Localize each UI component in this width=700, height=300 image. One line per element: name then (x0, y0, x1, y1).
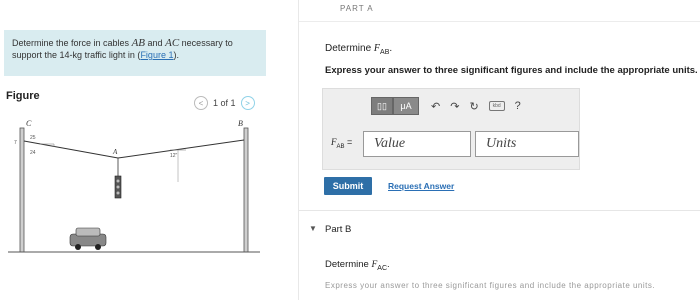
answer-panel (322, 88, 580, 170)
label-b: B (238, 119, 243, 128)
math-toolbar (371, 97, 521, 115)
prev-figure-icon[interactable]: < (194, 96, 208, 110)
label-eq: = (347, 137, 353, 147)
var-ab: AB (131, 37, 146, 49)
unit-kg: kg (72, 50, 83, 60)
matrix-template-button[interactable]: ▯▯ (371, 97, 393, 115)
sub-ac: AC (377, 264, 388, 272)
label-7: 7 (14, 140, 17, 146)
problem-text-2: support the 14- (12, 50, 73, 60)
units-input[interactable]: Units (475, 131, 579, 157)
request-answer-link[interactable]: Request Answer (388, 181, 455, 191)
part-a-question: Determine $F_{AB}$. (325, 43, 393, 56)
label-24: 24 (30, 150, 36, 156)
reset-icon[interactable]: ↻ (469, 100, 479, 113)
figure-pager (194, 96, 255, 110)
pane-divider (298, 0, 299, 300)
problem-text: Determine the force in cables (12, 38, 130, 48)
label-var: F (331, 137, 337, 147)
keyboard-icon[interactable]: kbd (489, 101, 505, 111)
label-25: 25 (30, 135, 36, 141)
figure-link[interactable]: Figure 1 (140, 50, 174, 60)
help-icon[interactable]: ? (514, 100, 521, 112)
value-input[interactable]: Value (363, 131, 471, 157)
sub-ab: AB (380, 49, 390, 56)
label-12in: 12" (170, 153, 178, 159)
label-c: C (26, 119, 32, 128)
var-f-b: F (371, 260, 378, 270)
traffic-light-figure (0, 110, 298, 280)
answer-label (331, 137, 352, 150)
part-b-instructions: Express your answer to three significant figures and include the appropriate units. (325, 281, 656, 290)
var-ac: AC (165, 37, 180, 49)
pager-label: 1 of 1 (213, 98, 236, 108)
part-a-header: PART A (340, 4, 374, 13)
label-sub: AB (336, 143, 345, 150)
next-figure-icon[interactable]: > (241, 96, 255, 110)
problem-text-and: and (147, 38, 163, 48)
expand-part-b-icon[interactable]: ▼ (309, 224, 317, 233)
determine-text: Determine (325, 43, 372, 54)
redo-icon[interactable]: ↷ (450, 100, 460, 113)
submit-button[interactable]: Submit (324, 177, 372, 195)
car-icon (70, 228, 106, 250)
part-b-title[interactable]: Part B (325, 224, 352, 235)
label-a: A (113, 148, 118, 156)
instructions: Express your answer to three significant figures and include the appropriate units. (325, 65, 698, 76)
undo-icon[interactable]: ↶ (431, 100, 441, 113)
part-b-question: Determine $F_{AC}$. (325, 259, 390, 272)
problem-text-2c: ). (173, 50, 179, 60)
problem-text-end: necessary to (181, 38, 233, 48)
part-b-separator (299, 210, 700, 211)
problem-statement (4, 30, 266, 76)
var-f: F (373, 43, 381, 54)
units-template-button[interactable]: μA (393, 97, 419, 115)
problem-text-2b: traffic light in ( (84, 50, 141, 60)
editor-tools (431, 100, 521, 113)
determine-b-text: Determine (325, 259, 369, 270)
figure-title: Figure (6, 90, 40, 102)
